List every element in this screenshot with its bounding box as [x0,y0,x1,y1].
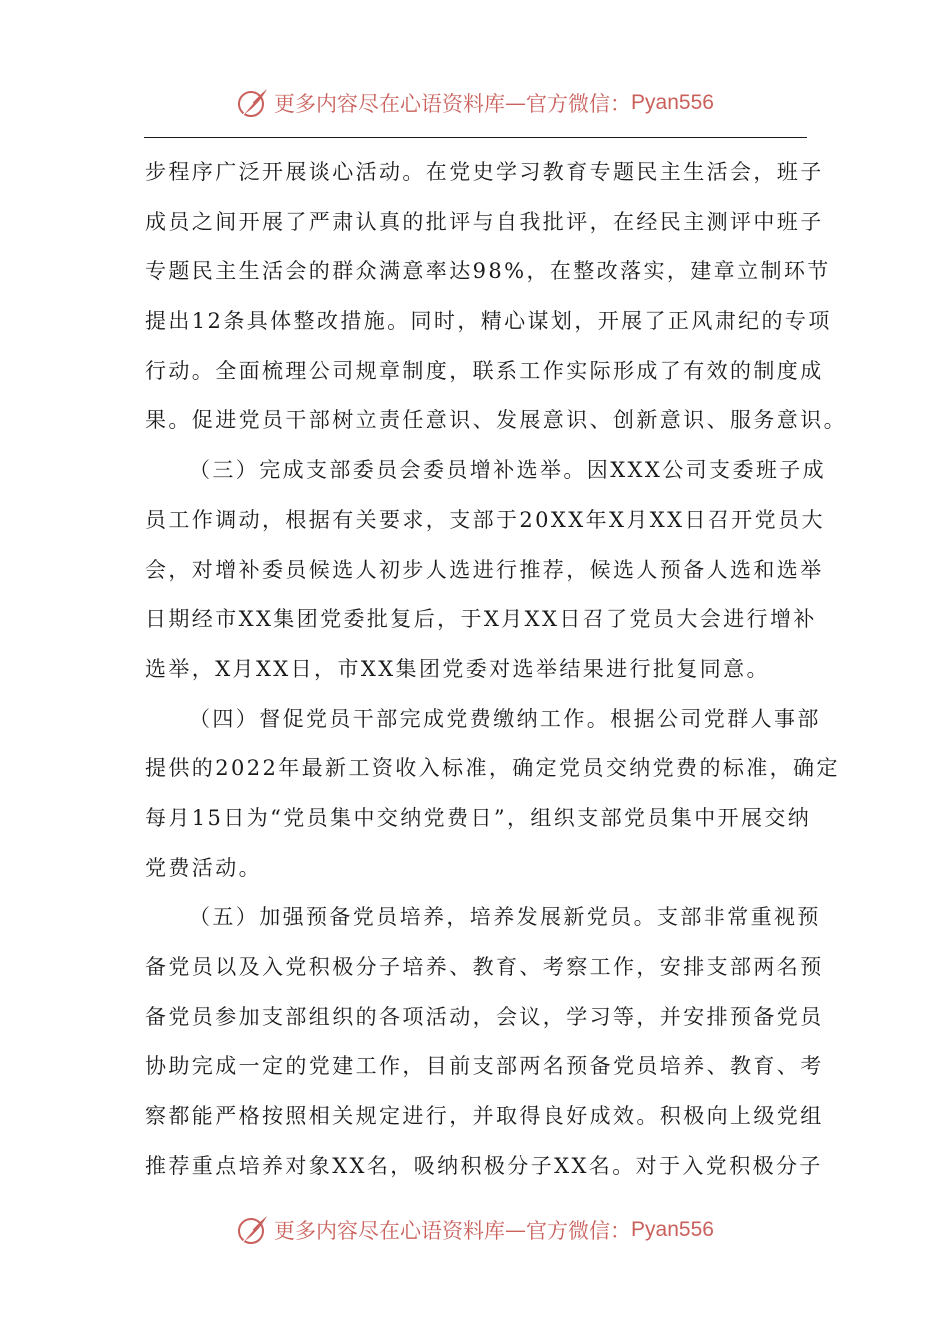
body-line: 会，对增补委员候选人初步人选进行推荐，候选人预备人选和选举 [145,557,824,582]
body-line: 协助完成一定的党建工作，目前支部两名预备党员培养、教育、考 [145,1054,824,1079]
body-line: 提供的2022年最新工资收入标准，确定党员交纳党费的标准，确定 [145,756,840,781]
body-line: 员工作调动，根据有关要求，支部于20XX年X月XX日召开党员大 [145,507,825,532]
body-line: 行动。全面梳理公司规章制度，联系工作实际形成了有效的制度成 [145,358,824,383]
header-wechat-label: 官方微信： [526,92,632,116]
footer-dash: — [505,1218,527,1242]
body-line: 每月15日为“党员集中交纳党费日”，组织支部党员集中开展交纳 [145,805,812,830]
section-heading-line: （四）督促党员干部完成党费缴纳工作。根据公司党群人事部 [189,706,821,731]
body-line: 党费活动。 [145,855,262,880]
section-heading-line: （五）加强预备党员培养，培养发展新党员。支部非常重视预 [189,905,821,930]
body-line: 成员之间开展了严肃认真的批评与自我批评，在经民主测评中班子 [145,209,824,234]
document-body [145,148,847,1191]
body-line: 备党员以及入党积极分子培养、教育、考察工作，安排支部两名预 [145,955,824,979]
section-heading-line: （三）完成支部委员会委员增补选举。因XXX公司支委班子成 [189,458,827,483]
footer-wechat-label: 官方微信： [526,1219,632,1243]
header-dash: — [505,91,527,115]
body-line: 察都能严格按照相关规定进行，并取得良好成效。积极向上级党组 [145,1104,824,1129]
footer-site-name: 更多内容尽在心语资料库 [274,1219,506,1243]
body-line: 选举，X月XX日，市XX集团党委对选举结果进行批复同意。 [145,656,770,681]
quill-logo-icon [236,1213,270,1247]
body-line: 推荐重点培养对象XX名，吸纳积极分子XX名。对于入党积极分子 [145,1153,823,1178]
header-banner [0,81,950,125]
body-line: 提出12条具体整改措施。同时，精心谋划，开展了正风肃纪的专项 [145,309,832,334]
header-site-name: 更多内容尽在心语资料库 [274,92,506,116]
body-line: 日期经市XX集团党委批复后，于X月XX日召了党员大会进行增补 [145,607,817,632]
quill-logo-icon [236,86,270,120]
footer-banner [0,1208,950,1252]
body-line: 步程序广泛开展谈心活动。在党史学习教育专题民主生活会，班子 [145,160,824,184]
body-line: 备党员参加支部组织的各项活动，会议，学习等，并安排预备党员 [145,1004,824,1029]
header-divider [144,137,807,138]
body-line: 专题民主生活会的群众满意率达98%，在整改落实，建章立制环节 [145,259,831,284]
header-wechat-id: Pyan556 [631,91,714,114]
footer-wechat-id: Pyan556 [631,1218,714,1241]
body-line: 果。促进党员干部树立责任意识、发展意识、创新意识、服务意识。 [145,408,847,433]
